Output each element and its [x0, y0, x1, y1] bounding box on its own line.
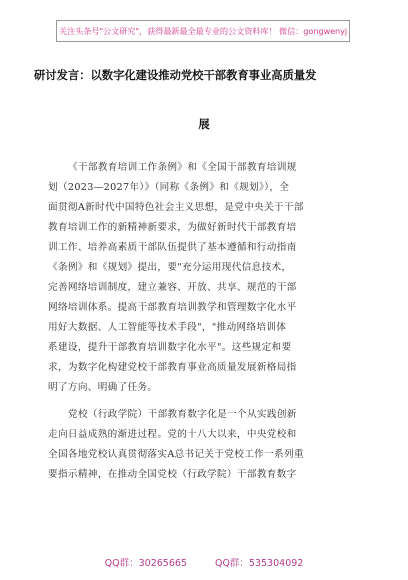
qq-group-2: QQ群：535304092 — [214, 558, 304, 569]
paragraph-line: 全国各地党校认真贯彻落实A总书记关于党校工作一系列重 — [48, 449, 304, 460]
paragraph-line: 网络培训体系。提高干部教育培训教学和管理数字化水平 — [48, 302, 297, 313]
header-banner — [56, 20, 350, 42]
footer — [0, 555, 408, 569]
paragraph-line: 《干部教育培训工作条例》和《全国干部教育培训规 — [68, 162, 297, 173]
document-title-continued: 展 — [198, 117, 210, 131]
paragraph-line: 走向日益成熟的渐进过程。党的十八大以来，中央党校和 — [48, 429, 297, 440]
paragraph-line: 划（2023—2027年）》（同称《条例》和《规划》），全 — [48, 182, 290, 193]
paragraph-line: 系建设，提升干部教育培训数字化水平"。这些规定和要 — [48, 342, 292, 353]
paragraph-line: 党校（行政学院）干部教育数字化是一个从实践创新 — [68, 409, 297, 420]
document-title: 研讨发言：以数字化建设推动党校干部教育事业高质量发 — [34, 68, 317, 82]
paragraph-line: 明了方向、明确了任务。 — [48, 382, 158, 393]
paragraph-line: 要指示精神，在推动全国党校（行政学院）干部教育数字 — [48, 469, 297, 480]
qq-group-1: QQ群：30265665 — [104, 558, 187, 569]
paragraph-line: 求，为数字化构建党校干部教育事业高质量发展新格局指 — [48, 362, 297, 373]
header-banner-text: 关注头条号"公文研究"，获得最新最全最专业的公文资料库！ 微信：gongwenyj — [58, 25, 348, 36]
paragraph-line: 用好大数据、人工智能等技术手段"，"推动网络培训体 — [48, 322, 287, 333]
paragraph-line: 面贯彻A新时代中国特色社会主义思想，是党中央关于干部 — [48, 202, 304, 213]
paragraph-line: 训工作、培养高素质干部队伍提供了基本遵循和行动指南 — [48, 242, 297, 253]
paragraph-line: 教育培训工作的新精神新要求，为做好新时代干部教育培 — [48, 222, 297, 233]
paragraph-line: 《条例》和《规划》提出，要"充分运用现代信息技术， — [48, 262, 292, 273]
paragraph-line: 完善网络培训制度，建立兼容、开放、共享、规范的干部 — [48, 282, 297, 293]
